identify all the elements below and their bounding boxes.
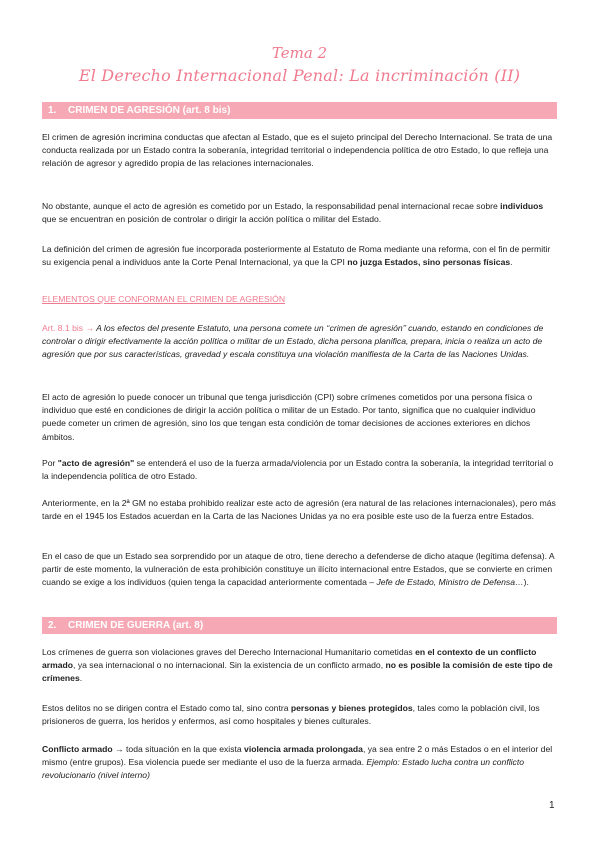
article-reference: Art. 8.1 bis → [42,323,95,333]
bold-text: personas y bienes protegidos [290,703,413,713]
bold-text: en el contexto de un conflicto armado [42,647,537,671]
page-number: 1 [549,800,555,811]
paragraph: Conflicto armado → toda situación en la que exista violencia armada prolongada, ya sea entre 2 o más Estados o en el interior del mismo (entre grupos). Esa violencia puede ser mediante el uso de la fuerza armada. Ejemplo: Estado lucha contra un conflicto revolucionario (nivel interno) [42,744,553,781]
document-subtitle: El Derecho Internacional Penal: La incriminación (II) [78,66,521,85]
bold-text: no es posible la comisión de este tipo de crímenes [42,660,553,684]
bold-text: no juzga Estados, sino personas físicas [347,257,511,268]
bold-text: "acto de agresión" [57,458,135,468]
subsection-heading: ELEMENTOS QUE CONFORMAN EL CRIMEN DE AGRESIÓN [42,294,286,304]
paragraph: El acto de agresión lo puede conocer un tribunal que tenga jurisdicción (CPI) sobre crímenes cometidos por una persona física o individuo que esté en condiciones de dirigir la acción política o militar de un Estado. Por tanto, significa que no cualquier individuo puede cometer un crimen de agresión, sino los que tengan esta condición de tomar decisiones de acciones exteriores en dichos ámbitos. [42,392,536,442]
paragraph: No obstante, aunque el acto de agresión es cometido por un Estado, la responsabilidad penal internacional recae sobre individuos que se encuentran en posición de controlar o dirigir la acción política o militar del Estado. [42,201,544,225]
paragraph: La definición del crimen de agresión fue incorporada posteriormente al Estatuto de Roma mediante una reforma, con el fin de permitir su exigencia penal a individuos ante la Corte Penal Internacional, ya que la CPI no juzga Estados, sino personas físicas. [42,244,551,268]
bold-text: violencia armada prolongada [244,744,363,754]
bold-text: individuos [500,201,544,211]
italic-text: Ejemplo: Estado lucha contra un conflicto revolucionario (nivel interno) [42,757,524,781]
paragraph: Anteriormente, en la 2ª GM no estaba prohibido realizar este acto de agresión (era natural de las relaciones internacionales), pero más tarde en el 1945 los Estados acuerdan en la Carta de las Naciones Unidas ya no era posible este uso de la fuerza entre Estados. [42,498,556,522]
paragraph: Por "acto de agresión" se entenderá el uso de la fuerza armada/violencia por un Estado contra la soberanía, la integridad territorial o la independencia política de otro Estado. [42,458,554,482]
paragraph: En el caso de que un Estado sea sorprendido por un ataque de otro, tiene derecho a defenderse de dicho ataque (legítima defensa). A partir de este momento, la vulneración de esta prohibición constituye un ilícito internacional entre Estados, que se convierte en crimen cuando se exige a los individuos (quien tenga la capacidad anteriormente comentada – Jefe de Estado, Ministro de Defensa…). [42,551,555,588]
paragraph: El crimen de agresión incrimina conductas que afectan al Estado, que es el sujeto principal del Derecho Internacional. Se trata de una conducta realizada por un Estado contra la soberanía, integridad territorial o independencia política de otro Estado, lo que refleja una relación de agresor y agredido propia de las relaciones internacionales. [42,132,553,169]
section-title: CRIMEN DE GUERRA (art. 8) [68,620,204,631]
section-number: 2. [48,620,57,631]
document-title: Tema 2 [271,44,328,62]
section-title: CRIMEN DE AGRESIÓN (art. 8 bis) [68,105,231,116]
italic-text: Jefe de Estado, Ministro de Defensa… [376,577,524,588]
paragraph: Estos delitos no se dirigen contra el Estado como tal, sino contra personas y bienes protegidos, tales como la población civil, los prisioneros de guerra, los heridos y enfermos, así como hospitales y bienes culturales. [42,703,540,727]
paragraph: Los crímenes de guerra son violaciones graves del Derecho Internacional Humanitario cometidas en el contexto de un conflicto armado, ya sea internacional o no internacional. Sin la existencia de un conflicto armado, no es posible la comisión de este tipo de crímenes. [42,647,553,684]
bold-text: Conflicto armado [42,744,113,754]
section-number: 1. [48,105,57,116]
section-heading-1 [42,102,557,119]
section-heading-2 [42,617,557,634]
article-quote: Art. 8.1 bis → A los efectos del presente Estatuto, una persona comete un ‘‘crimen de agresión’’ cuando, estando en condiciones de controlar o dirigir efectivamente la acción política o militar de un Estado, dicha persona planifica, prepara, inicia o realiza un acto de agresión que por sus características, gravedad y escala constituya una violación manifiesta de la Carta de las Naciones Unidas. [42,323,544,360]
